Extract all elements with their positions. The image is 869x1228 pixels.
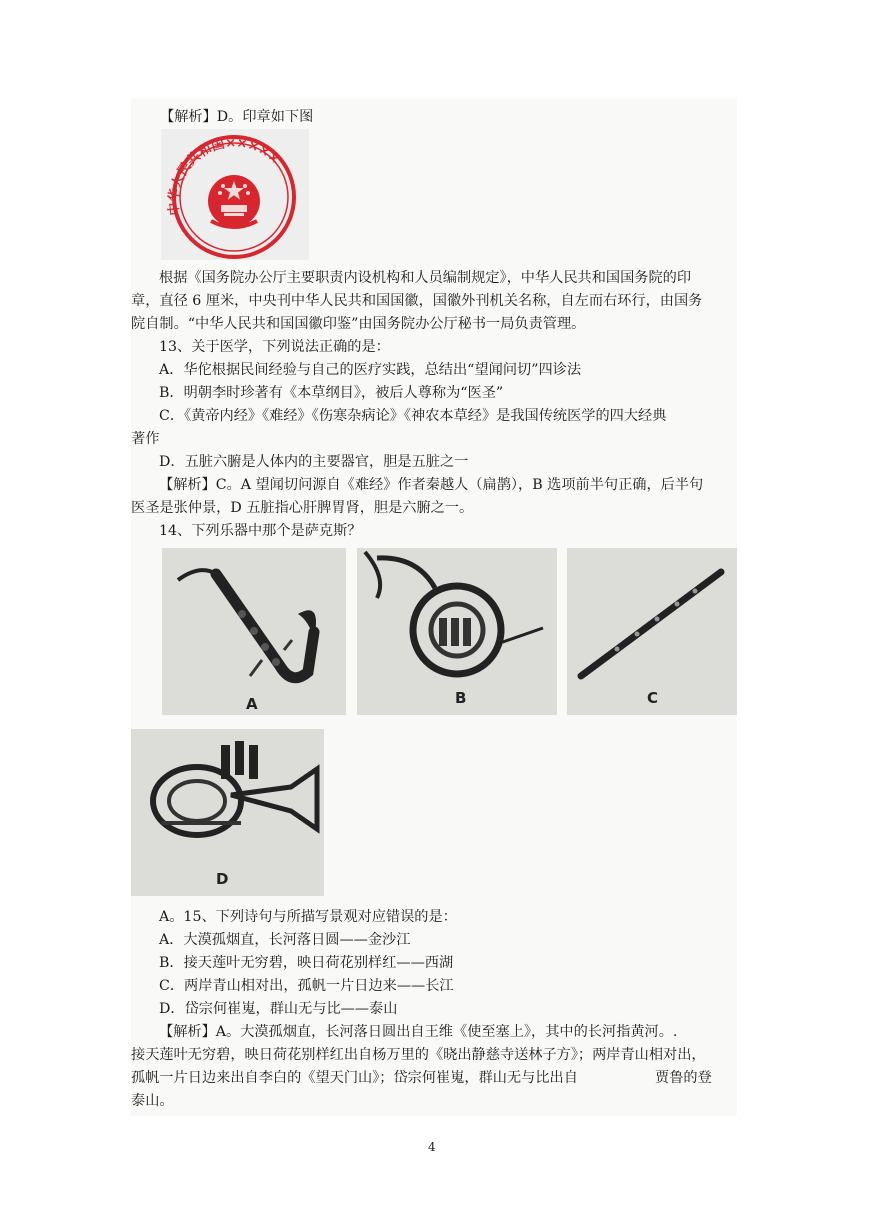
q15-option-c: C．两岸青山相对出，孤帆一片日边来——长江	[159, 978, 454, 994]
caption-c: C	[647, 689, 659, 707]
page-number: 4	[428, 1140, 436, 1154]
q15-option-d: D．岱宗何崔嵬，群山无与比——泰山	[159, 1001, 398, 1017]
question-14-stem: 14、下列乐器中那个是萨克斯？	[159, 523, 362, 539]
question-13-stem: 13、关于医学，下列说法正确的是：	[159, 339, 390, 355]
q15-option-a: A．大漠孤烟直，长河落日圆——金沙江	[159, 932, 411, 948]
q15-analysis: 泰山。	[131, 1093, 174, 1109]
paragraph-line: 章，直径 6 厘米，中央刊中华人民共和国国徽，国徽外刊机关名称，自左而右环行，由国务	[131, 293, 703, 309]
q15-analysis: 贾鲁的登	[655, 1070, 712, 1086]
seal-ring-text: 中华人民共和国×××××	[166, 135, 283, 217]
seal-image	[161, 129, 309, 260]
caption-a: A	[246, 695, 258, 713]
caption-b: B	[455, 689, 467, 707]
analysis-12: 【解析】D。印章如下图	[160, 109, 314, 125]
paragraph-line: 院自制。“中华人民共和国国徽印鉴”由国务院办公厅秘书一局负责管理。	[131, 316, 586, 332]
q13-option-a: A．华佗根据民间经验与自己的医疗实践，总结出“望闻问切”四诊法	[159, 362, 582, 378]
q13-option-c: C．《黄帝内经》《难经》《伤寒杂病论》《神农本草经》是我国传统医学的四大经典	[159, 408, 667, 424]
q15-analysis: 孤帆一片日边来出自李白的《望天门山》；岱宗何崔嵬，群山无与比出自	[131, 1070, 578, 1086]
seal-graphic	[161, 129, 309, 260]
q15-analysis: 接天莲叶无穷碧，映日荷花别样红出自杨万里的《晓出静慈寺送林子方》；两岸青山相对出，	[131, 1047, 706, 1063]
saxophone-icon	[162, 548, 346, 715]
q15-analysis: 【解析】A。大漠孤烟直，长河落日圆出自王维《使至塞上》，其中的长河指黄河。.	[159, 1024, 678, 1040]
q13-analysis: 【解析】C。A 望闻切问源自《难经》作者秦越人（扁鹊），B 选项前半句正确，后半句	[159, 477, 704, 493]
q13-option-d: D．五脏六腑是人体内的主要器官，胆是五脏之一	[159, 454, 469, 470]
paragraph-line: 根据《国务院办公厅主要职责内设机构和人员编制规定》，中华人民共和国国务院的印	[159, 270, 692, 286]
instrument-image-a	[162, 548, 346, 715]
q13-analysis: 医圣是张仲景，D 五脏指心肝脾胃肾，胆是六腑之一。	[131, 500, 474, 516]
national-emblem-icon	[208, 175, 260, 227]
q13-option-b: B．明朝李时珍著有《本草纲目》，被后人尊称为“医圣”	[159, 385, 504, 401]
caption-d: D	[216, 870, 229, 888]
q13-option-c-cont: 著作	[131, 431, 160, 447]
question-15-stem: A。15、下列诗句与所描写景观对应错误的是：	[159, 909, 457, 925]
instrument-image-c	[567, 548, 737, 715]
instrument-image-b	[357, 548, 557, 715]
instrument-image-d	[131, 729, 324, 896]
q15-option-b: B．接天莲叶无穷碧，映日荷花别样红——西湖	[159, 955, 454, 971]
